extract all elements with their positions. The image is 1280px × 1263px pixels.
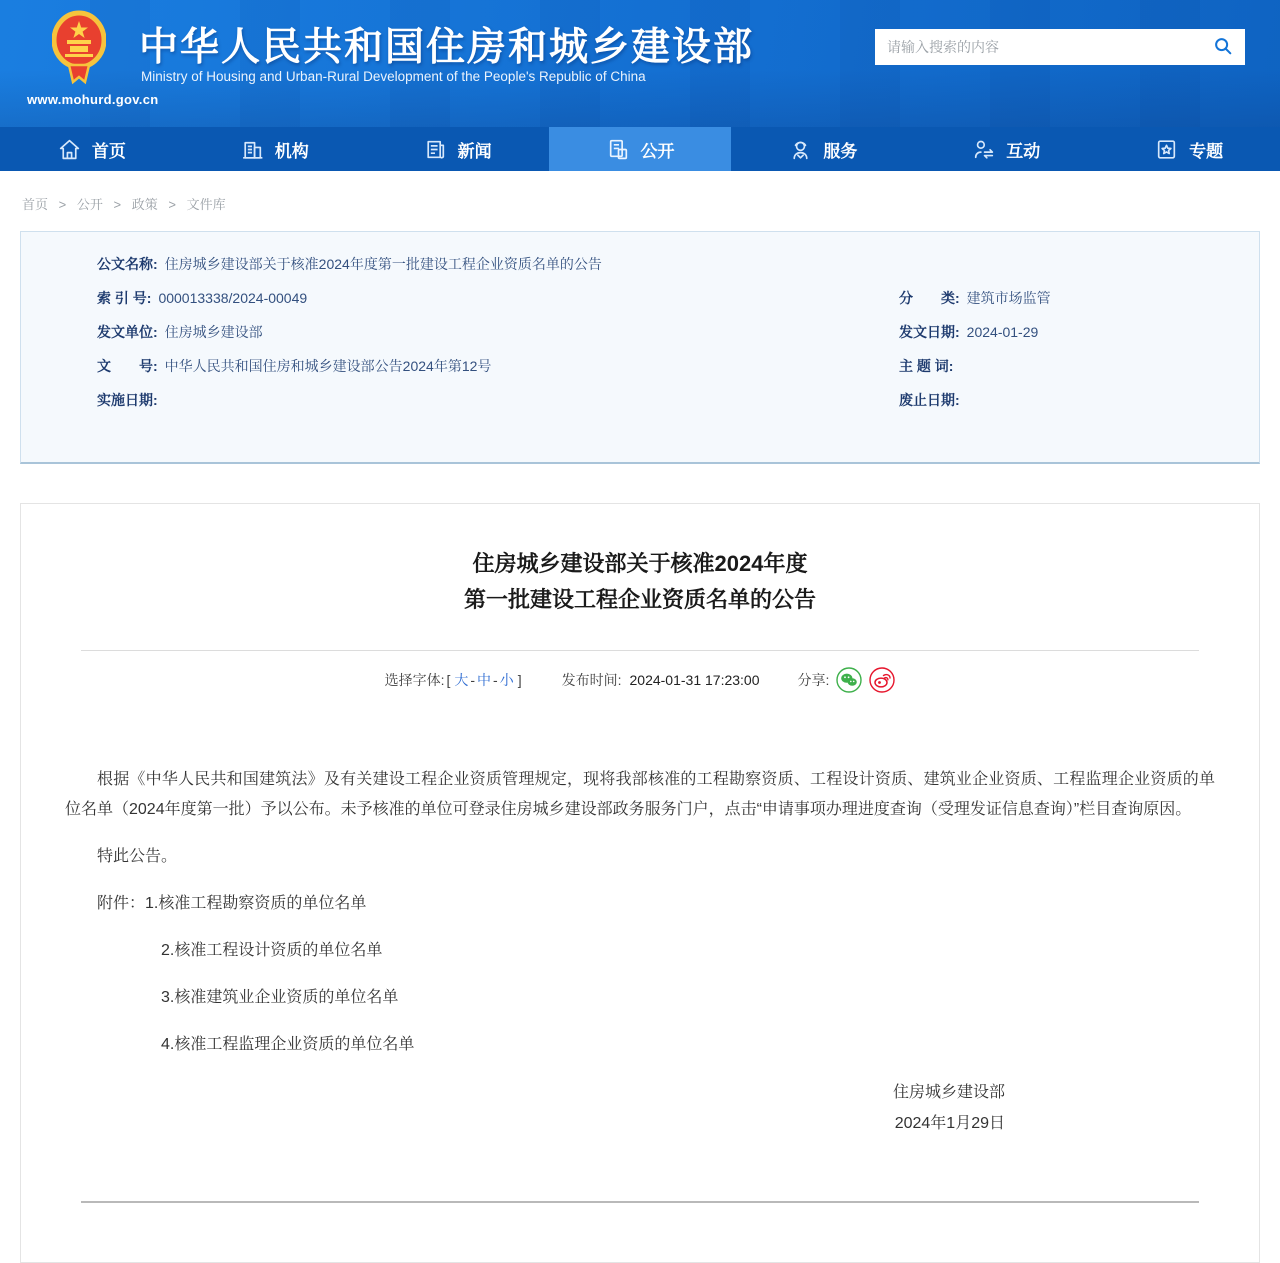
nav-item-organization[interactable] [183, 127, 366, 171]
attachment-link-4[interactable]: 4.核准工程监理企业资质的单位名单 [161, 1036, 415, 1053]
meta-cell-empty [871, 254, 1259, 274]
organization-icon [240, 137, 265, 162]
font-size-large-link[interactable]: 大 [454, 672, 469, 688]
wechat-icon[interactable] [836, 667, 862, 693]
meta-issuing-unit [21, 322, 871, 342]
site-subtitle: Ministry of Housing and Urban-Rural Development of the People's Republic of China [141, 69, 646, 84]
site-url: www.mohurd.gov.cn [27, 92, 159, 107]
meta-effective-date [21, 390, 871, 410]
publish-time-value: 2024-01-31 17:23:00 [629, 672, 760, 688]
nav-label: 新闻 [457, 141, 492, 161]
breadcrumb-disclosure[interactable]: 公开 [76, 197, 103, 212]
nav-item-topics[interactable] [1097, 127, 1280, 171]
article-title-line2: 第一批建设工程企业资质名单的公告 [463, 587, 816, 612]
meta-value: 中华人民共和国住房和城乡建设部公告2024年第12号 [164, 358, 492, 374]
meta-value: 2024-01-29 [966, 324, 1039, 340]
meta-doc-name [21, 254, 871, 274]
font-size-dash: - [470, 672, 476, 688]
article-title [21, 546, 1259, 618]
nav-item-home[interactable] [0, 127, 183, 171]
meta-label: 索 引 号: [97, 290, 152, 306]
national-emblem-icon [52, 10, 106, 91]
meta-doc-number [21, 356, 871, 376]
document-meta-panel [20, 231, 1260, 464]
font-size-label: 选择字体: [384, 672, 445, 688]
share-group [798, 667, 896, 693]
meta-subject-words [871, 356, 1259, 376]
nav-item-interaction[interactable] [914, 127, 1097, 171]
site-header [0, 0, 1280, 127]
meta-label: 文 号: [97, 358, 158, 374]
article-paragraph: 根据《中华人民共和国建筑法》及有关建设工程企业资质管理规定，现将我部核准的工程勘察资质、工程设计资质、建筑业企业资质、工程监理企业资质的单位名单（2024年度第一批）予以公布。未予核准的单位可登录住房城乡建设部政务服务门户，点击“申请事项办理进度查询（受理发证信息查询）”栏目查询原因。 [65, 771, 1215, 818]
meta-repeal-date [871, 390, 1259, 410]
main-nav [0, 127, 1280, 171]
title-divider [81, 650, 1199, 651]
nav-label: 互动 [1006, 141, 1041, 161]
font-size-bracket-open: [ [446, 672, 451, 688]
attachment-link-1[interactable]: 1.核准工程勘察资质的单位名单 [145, 895, 367, 912]
meta-label: 主 题 词: [899, 358, 954, 374]
meta-label: 分 类: [899, 290, 960, 306]
attachments-label: 附件： [97, 895, 146, 912]
nav-label: 机构 [274, 141, 309, 161]
attachment-link-2[interactable]: 2.核准工程设计资质的单位名单 [161, 942, 383, 959]
attachments-line [65, 889, 1215, 919]
nav-item-news[interactable] [366, 127, 549, 171]
font-size-medium-link[interactable]: 中 [477, 672, 492, 688]
meta-index-number [21, 288, 871, 308]
breadcrumb-separator: > [168, 197, 176, 212]
site-title: 中华人民共和国住房和城乡建设部 [139, 26, 755, 69]
search-input[interactable] [875, 29, 1201, 65]
article-card [20, 503, 1260, 1263]
article-meta-row [21, 667, 1259, 693]
nav-label: 公开 [640, 141, 675, 161]
breadcrumb-policy[interactable]: 政策 [131, 197, 158, 212]
nav-item-disclosure[interactable] [549, 127, 732, 171]
meta-label: 废止日期: [899, 392, 960, 408]
nav-label: 专题 [1189, 141, 1224, 161]
home-icon [57, 137, 82, 162]
signature-org: 住房城乡建设部 [892, 1084, 1005, 1101]
bottom-divider [81, 1201, 1199, 1203]
font-size-bracket-close: ] [517, 672, 522, 688]
meta-label: 发文日期: [899, 324, 960, 340]
nav-item-service[interactable] [731, 127, 914, 171]
nav-label: 服务 [823, 141, 858, 161]
meta-value: 建筑市场监管 [966, 290, 1051, 306]
nav-label: 首页 [91, 141, 126, 161]
article-title-line1: 住房城乡建设部关于核准2024年度 [472, 551, 808, 576]
publish-time-label: 发布时间: [561, 672, 622, 688]
share-label: 分享: [797, 672, 830, 688]
meta-label: 发文单位: [97, 324, 158, 340]
meta-label: 公文名称: [97, 256, 158, 272]
disclosure-icon [606, 137, 631, 162]
signature-date: 2024年1月29日 [894, 1115, 1005, 1132]
article-paragraph-closing: 特此公告。 [97, 848, 178, 865]
interaction-icon [971, 137, 996, 162]
news-icon [423, 137, 448, 162]
search-button[interactable] [1201, 29, 1245, 65]
article-body [65, 765, 1215, 1139]
search-box [875, 29, 1245, 65]
font-size-small-link[interactable]: 小 [499, 672, 514, 688]
breadcrumb-home[interactable]: 首页 [22, 197, 49, 212]
meta-value: 住房城乡建设部关于核准2024年度第一批建设工程企业资质名单的公告 [164, 256, 602, 272]
font-size-dash: - [493, 672, 498, 688]
meta-label: 实施日期: [97, 392, 158, 408]
meta-value: 住房城乡建设部 [164, 324, 263, 340]
meta-category [871, 288, 1259, 308]
breadcrumb-library: 文件库 [186, 197, 226, 212]
breadcrumb-separator: > [58, 197, 67, 212]
weibo-icon[interactable] [869, 667, 895, 693]
search-icon [1212, 35, 1234, 60]
breadcrumb [22, 194, 1280, 211]
meta-value: 000013338/2024-00049 [158, 290, 308, 306]
attachment-link-3[interactable]: 3.核准建筑业企业资质的单位名单 [161, 989, 399, 1006]
service-icon [788, 137, 813, 162]
topics-icon [1154, 137, 1179, 162]
meta-issue-date [871, 322, 1259, 342]
signature-block [65, 1077, 1215, 1139]
breadcrumb-separator: > [113, 197, 122, 212]
